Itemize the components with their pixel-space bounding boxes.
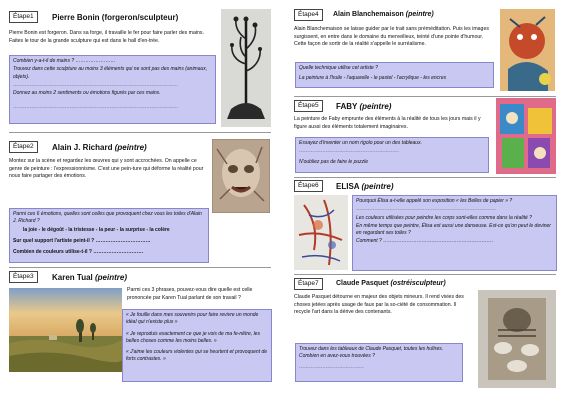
tual-painting (9, 288, 122, 372)
divider (9, 132, 271, 133)
step1-tag: Étape1 (9, 11, 38, 23)
step5-question-box (295, 137, 489, 173)
step7-intro: Claude Pasquet détourne en majeur des objets mineurs. Il rend vivies des choses jetées après usage de faux par la so-ciété de consommation. Il recycle l'art dans la dérive des contenants. (294, 294, 464, 316)
step3-title-name: Karen Tual (52, 273, 93, 282)
step7-title-role: (ostréisculpteur) (390, 280, 446, 287)
step6-q3: En même temps que peintre, Élisa est aussi une danseuse. Est-ce qu'on peut le deviner en regardant ses toiles ? (356, 222, 551, 236)
step7-q1-line[interactable]: ………………………………… (299, 363, 364, 370)
step3-tag: Étape3 (9, 271, 38, 283)
step3-intro: Parmi ces 3 phrases, pouvez-vous dire quelle est celle prononcée par Karen Tual parlant de son travail ? (127, 287, 253, 301)
sculpture-photo (221, 9, 271, 127)
faby-painting (496, 98, 556, 174)
blanchemaison-painting (500, 9, 555, 91)
step5-intro: La peinture de Faby emprunte des éléments à la réalité de tous les jours mais il y figure aussi des éléments totalement imaginaires. (294, 116, 481, 130)
step6-tag: Étape6 (294, 180, 323, 192)
step7-title (336, 280, 446, 288)
step2-emotions[interactable]: la joie - le dégoût - la tristesse - la peur - la surprise - la colère (23, 226, 170, 233)
step6-title (336, 182, 394, 192)
step3-option-2[interactable]: « Je reproduis exactement ce que je vois de ma fe-nêtre, les belles choses comme les moins belles. » (126, 330, 260, 344)
step5-q2: N'oubliez pas de faire le puzzle (299, 158, 369, 165)
step1-q3-line[interactable]: ……………………………………………………………………………………… (13, 104, 178, 111)
step2-title-name: Alain J. Richard (52, 143, 113, 152)
step4-title (333, 11, 434, 19)
step5-q1-line[interactable]: …………………………………………………… (299, 148, 399, 155)
step1-title: Pierre Bonin (forgeron/sculpteur) (52, 13, 179, 22)
richard-painting (212, 139, 270, 213)
divider (294, 177, 556, 178)
step6-q2: Les couleurs utilisées pour peindre les corps sont-elles comme dans la réalité ? (356, 214, 532, 221)
step2-q1: Parmi ces 6 émotions, quelles sont celles que provoquent chez vous les toiles d'Alain J. Richard ? (13, 211, 202, 225)
step2-q3: Combien de couleurs utilise-t-il ? ………………………… (13, 249, 144, 255)
divider (9, 267, 271, 268)
step4-techniques[interactable]: La peinture à l'huile - l'aquarelle - le pastel - l'acrylique - les encres (299, 75, 447, 82)
divider (294, 274, 556, 275)
step3-options-box (122, 309, 272, 382)
step6-title-role: (peintre) (361, 182, 394, 191)
step3-option-3[interactable]: « J'aime les couleurs violentes qui se heurtent et provoquent de forts contrastes. » (126, 349, 268, 363)
step7-title-name: Claude Pasquet (336, 280, 389, 287)
step4-q1: Quelle technique utilise cet artiste ? (299, 65, 378, 71)
step1-q2-line[interactable]: ……………………………………………………………………………………… (13, 81, 178, 88)
step1-q3: Donnez au moins 2 sentiments ou émotions figurés par ces mains. (13, 90, 161, 96)
step4-title-name: Alain Blanchemaison (333, 11, 404, 18)
step1-q1: Combien y-a-t-il de mains ? …………………… (13, 58, 116, 64)
step4-question-box (295, 62, 494, 88)
step7-tag: Étape7 (294, 278, 323, 290)
pasquet-sculpture-photo (478, 290, 556, 388)
step5-title (336, 102, 391, 112)
step2-title-role: (peintre) (114, 143, 147, 152)
step5-tag: Étape5 (294, 100, 323, 112)
step3-option-1[interactable]: « Je fouille dans mes souvenirs pour faire revivre un monde idéal qui n'existe plus » (126, 312, 259, 326)
step2-q2: Sur quel support l'artiste peint-il ? …………………………… (13, 237, 151, 244)
step6-q3-line[interactable]: Comment ? ………………………………………………………… (356, 238, 494, 245)
step7-question-box (295, 343, 463, 382)
step6-q1: Pourquoi Élisa a-t-elle appelé son exposition « les Belles de papier » ? (356, 198, 513, 204)
step2-question-box (9, 208, 209, 263)
elisa-painting (294, 195, 348, 270)
step3-title-role: (peintre) (94, 273, 127, 282)
step5-title-role: (peintre) (359, 102, 392, 111)
step1-q2: Trouvez dans cette sculpture au moins 3 éléments qui ne sont pas des mains (animaux, objets). (13, 66, 208, 80)
step1-question-box (9, 55, 216, 124)
step2-title (52, 143, 147, 153)
divider (294, 96, 556, 97)
step6-question-box (352, 195, 557, 271)
step2-tag: Étape2 (9, 141, 38, 153)
step5-title-name: FABY (336, 102, 358, 111)
step1-intro: Pierre Bonin est forgeron. Dans sa forge, il travaille le fer pour faire parler des mains. Faites le tour de la grande sculpture qui est dans le hall d'en-trée. (9, 30, 204, 44)
step3-title (52, 273, 127, 283)
step7-q1: Trouvez dans les tableaux de Claude Pasquet, toutes les huîtres. Combien en avez-vous trouvées ? (299, 346, 444, 360)
step2-intro: Montez sur la scène et regardez les œuvres qui y sont accrochées. On appelle ce genre de peinture : l'expressionnisme. C'est une pein-ture qui déforme la réalité pour nous faire partager des émotions. (9, 158, 204, 180)
step4-tag: Étape4 (294, 9, 323, 21)
step6-title-name: ELISA (336, 182, 360, 191)
step6-q1-line[interactable]: ………………………………………………………………………… (356, 206, 496, 213)
step4-intro: Alain Blanchemaison se laisse guider par le trait sans préméditation. Puis les images surgissent, en entre dans le domaine du merveilleux, teinté d'une pointe d'humour. Cette façon de sortir de la réalité s'appelle le surréalisme. (294, 26, 489, 48)
step5-q1: Essayez d'inventer un nom rigolo pour un des tableaux. (299, 140, 422, 146)
step4-title-role: (peintre) (405, 11, 434, 18)
